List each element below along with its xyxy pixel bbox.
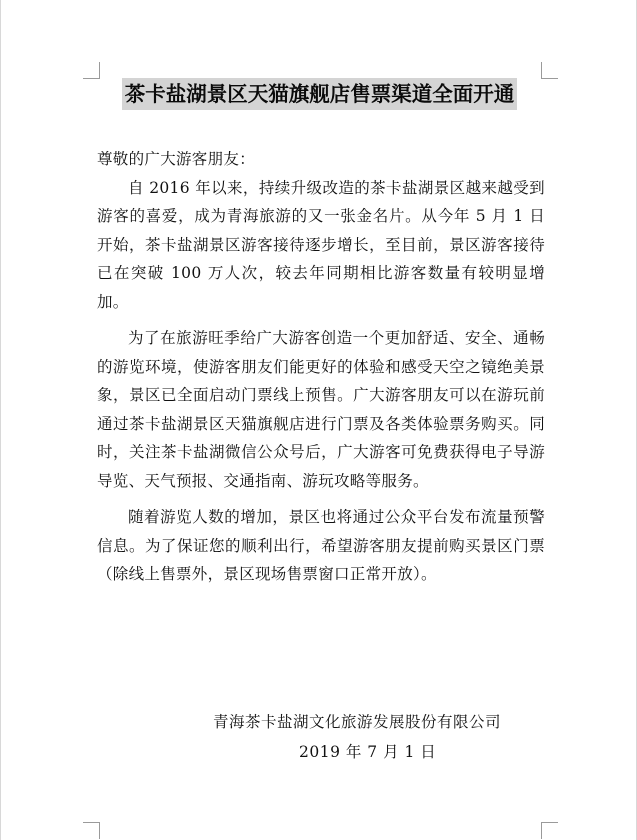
- crop-mark-bottom-right: [541, 822, 558, 839]
- title-container: [1, 78, 637, 110]
- salutation[interactable]: 尊敬的广大游客朋友：: [97, 150, 256, 168]
- signature-organization[interactable]: 青海茶卡盐湖文化旅游发展股份有限公司: [213, 713, 502, 731]
- paragraph-2[interactable]: 为了在旅游旺季给广大游客创造一个更加舒适、安全、通畅的游览环境，使游客朋友们能更好的体验和感受天空之镜绝美景象，景区已全面启动门票线上预售。广大游客朋友可以在游玩前通过茶卡盐湖景区天猫旗舰店进行门票及各类体验票务购买。同时，关注茶卡盐湖微信公众号后，广大游客可免费获得电子导游导览、天气预报、交通指南、游玩攻略等服务。: [97, 329, 545, 490]
- signature-date[interactable]: 2019 年 7 月 1 日: [299, 743, 437, 761]
- crop-mark-top-right: [541, 62, 558, 79]
- crop-mark-top-left: [83, 62, 100, 79]
- paragraph-1[interactable]: 自 2016 年以来，持续升级改造的茶卡盐湖景区越来越受到游客的喜爱，成为青海旅游的又一张金名片。从今年 5 月 1 日开始，茶卡盐湖景区游客接待逐步增长，至目前，景区游客接待已在突破 100 万人次，较去年同期相比游客数量有较明显增加。: [97, 178, 545, 311]
- document-body: [97, 145, 545, 589]
- paragraph-3[interactable]: 随着游览人数的增加，景区也将通过公众平台发布流量预警信息。为了保证您的顺利出行，希望游客朋友提前购买景区门票（除线上售票外，景区现场售票窗口正常开放）。: [97, 508, 545, 583]
- document-title[interactable]: 茶卡盐湖景区天猫旗舰店售票渠道全面开通: [122, 78, 518, 110]
- crop-mark-bottom-left: [83, 822, 100, 839]
